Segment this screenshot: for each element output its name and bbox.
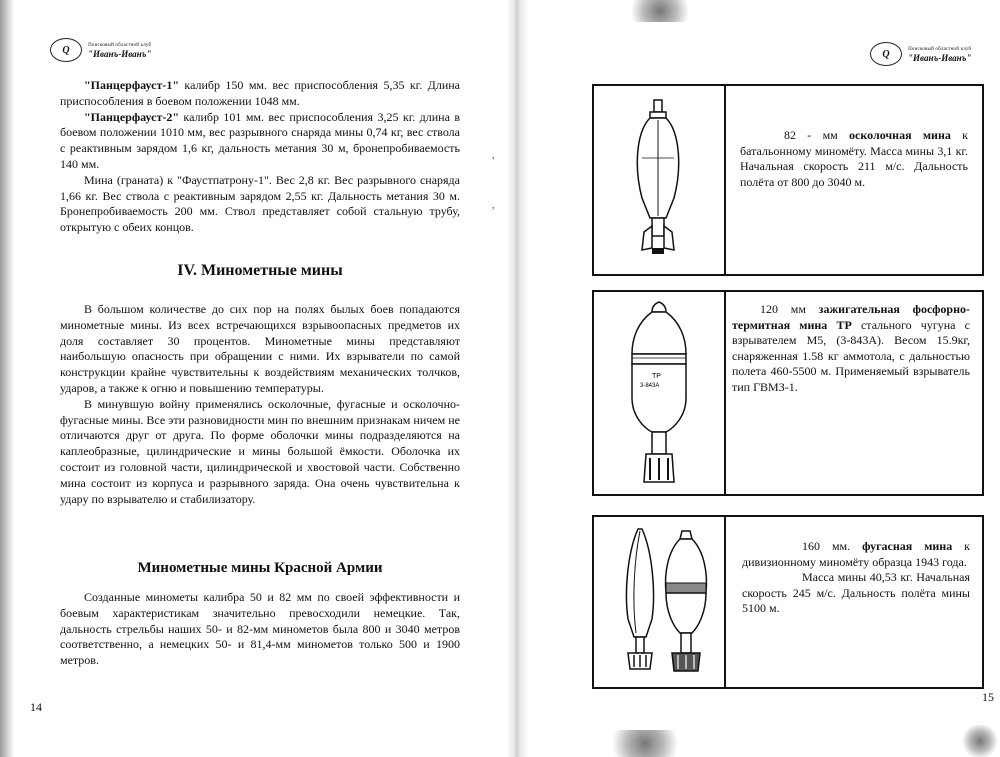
mine-label-code: 3-843А	[640, 383, 660, 389]
club-logo-icon: Q	[50, 38, 82, 62]
paragraph: Созданные минометы калибра 50 и 82 мм по своей эффективности и боевым характеристикам значительно превосходили немецкие. Так, дальность стрельбы наших 50- и 82-мм минометов была 800 и 3040 метров соответственно, а немецких 50- и 81,4-мм минометов только 500 и 1900 метров.	[60, 590, 460, 668]
section-heading: IV. Минометные мины	[177, 262, 343, 279]
paragraph: В большом количестве до сих пор на полях былых боев попадаются минометные мины. Из всех встречающихся взрывоопасных предметов их доля составляет 30 процентов. Минометные мины представляют наибольшую опасность при обращении с ними. Их взрыватели по самой конструкции крайне чувствительны к воздействиям механических толчков, ударов, а также к огню и повышению температуры.	[60, 302, 460, 395]
header-club-line: Поисковый областной клуб	[908, 46, 972, 52]
mine-card-120mm	[592, 290, 984, 496]
page-number: 15	[982, 690, 994, 704]
description-text: 120 мм зажигательная фосфорно-термитная мина ТР стального чугуна с взрывателем М5, (3-843А). Весом 15.9кг, снаряженная 1.58 кг аммотола, с дальностью полета 460-5500 м. Применяемый взрыватель тип ГВМЗ-1.	[732, 302, 971, 394]
book-gutter	[506, 0, 528, 757]
left-page	[14, 0, 504, 757]
text-block-bottom	[60, 590, 460, 669]
card-divider	[724, 517, 726, 687]
paragraph: Мина (граната) к "Фаустпатрону-1". Вес 2,8 кг. Вес разрывного снаряда 1,66 кг. Вес ствола с реактивным зарядом 2,55 кг. Дальность метания 30 м. Бронепробиваемость 200 мм. Ствол представляет собой стальную трубу, открытую с обеих концов.	[60, 172, 460, 235]
mine-description	[740, 128, 968, 190]
header-club-line: Поисковый областной клуб	[88, 42, 152, 48]
description-text: 82 - мм осколочная мина к батальонному миномёту. Масса мины 3,1 кг. Начальная скорость 211 м/с. Дальность полёта от 800 до 3040 м.	[740, 128, 968, 189]
paragraph: "Панцерфауст-2" калибр 101 мм. вес приспособления 3,25 кг. длина в боевом положении 1010 мм, вес разрывного снаряда мины 0,74 кг, вес ствола с реактивным зарядом 1,6 кг, дальность метания 30 м, бронепробиваемость 140 мм.	[60, 109, 460, 171]
card-divider	[724, 292, 726, 494]
mine-82mm-drawing	[604, 98, 714, 258]
page-header	[50, 38, 151, 62]
mine-description	[742, 539, 970, 617]
mine-160mm-drawing	[598, 521, 718, 681]
paragraph: В минувшую войну применялись осколочные, фугасные и осколочно-фугасные мины. Все эти разновидности мин по внешним признакам ничем не отличаются друг от друга. По форме оболочки мины подразделяются на каплеобразные, цилиндрические и мины большой ёмкости. Оболочка их состоит из головной части, цилиндрической и хвостовой части. Собственно мина состоит из корпуса и разрывного заряда. Она очень чувствительна к удару по взрывателю и стабилизатору.	[60, 396, 460, 506]
mine-card-160mm	[592, 515, 984, 689]
club-logo-icon: Q	[870, 42, 902, 66]
header-club-name: "Иванъ-Иванъ"	[88, 48, 152, 59]
paragraph: "Панцерфауст-1" калибр 150 мм. вес приспособления 5,35 кг. Длина приспособления в боевом положении 1048 мм.	[60, 78, 460, 108]
description-text: Масса мины 40,53 кг. Начальная скорость 245 м/с. Дальность полёта мины 5100 м.	[742, 570, 970, 615]
page-header	[870, 42, 971, 66]
header-text	[88, 42, 151, 59]
description-text: 160 мм. фугасная мина к дивизионному миномёту образца 1943 года.	[742, 539, 970, 569]
mine-card-82mm	[592, 84, 984, 276]
mine-description	[732, 302, 970, 395]
text-block-mid	[60, 302, 460, 507]
scan-edge-shadow	[0, 0, 14, 757]
scan-mark: ,	[492, 200, 495, 211]
header-club-name: "Иванъ-Иванъ"	[908, 52, 972, 63]
sub-heading: Минометные мины Красной Армии	[137, 560, 383, 576]
mine-120mm-drawing	[604, 298, 714, 488]
right-page	[530, 0, 1000, 757]
header-text	[908, 46, 971, 63]
scan-mark: ,	[492, 150, 495, 161]
text-block-top	[60, 78, 460, 236]
mine-label-tp: ТР	[652, 373, 661, 380]
page-number: 14	[30, 700, 42, 714]
card-divider	[724, 86, 726, 274]
